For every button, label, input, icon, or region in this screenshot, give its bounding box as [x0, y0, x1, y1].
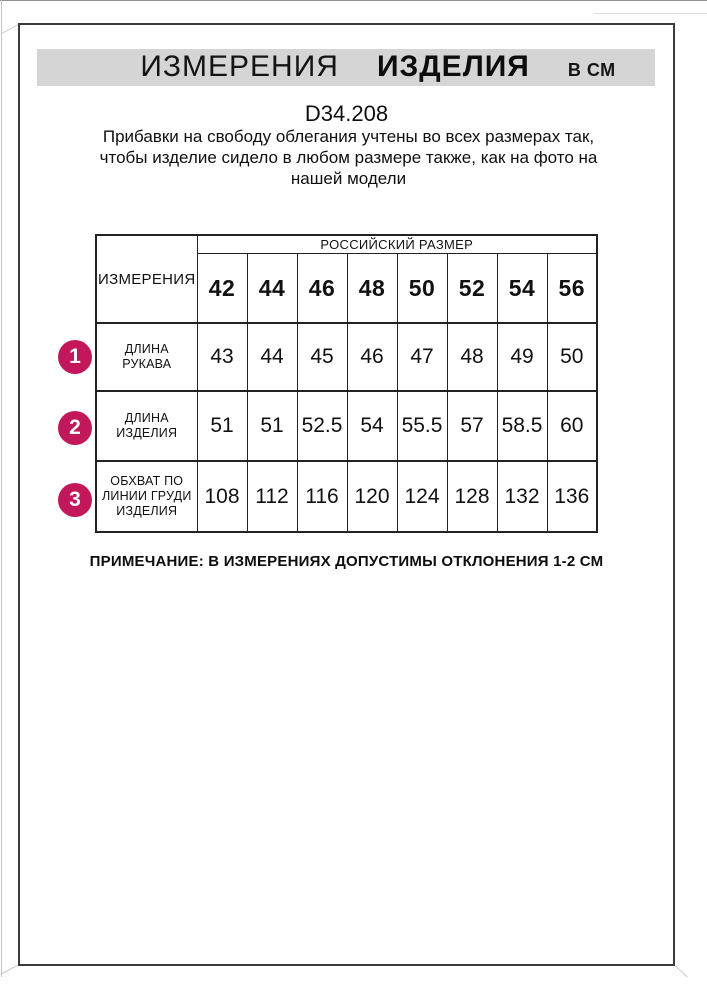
table-cell: 51 [247, 391, 297, 461]
table-row-item-length [96, 391, 597, 461]
table-cell: 55.5 [397, 391, 447, 461]
scan-corner-diagonal-bottom-right [675, 965, 688, 977]
size-column-header: 48 [347, 254, 397, 324]
table-cell: 112 [247, 461, 297, 532]
russian-size-header: РОССИЙСКИЙ РАЗМЕР [197, 235, 597, 254]
page-title-unit: В СМ [567, 60, 616, 80]
table-cell: 124 [397, 461, 447, 532]
table-cell: 52.5 [297, 391, 347, 461]
size-column-header: 44 [247, 254, 297, 324]
scan-edge-top-right [594, 13, 707, 14]
page-title-word-measurements: ИЗМЕРЕНИЯ [140, 50, 339, 83]
size-column-header: 52 [447, 254, 497, 324]
table-cell: 136 [547, 461, 597, 532]
table-row-chest-girth [96, 461, 597, 532]
table-cell: 60 [547, 391, 597, 461]
scan-edge-top [0, 0, 707, 1]
table-cell: 58.5 [497, 391, 547, 461]
table-cell: 49 [497, 323, 547, 391]
table-row-sleeve-length [96, 323, 597, 391]
product-code: D34.208 [304, 101, 389, 126]
table-cell: 57 [447, 391, 497, 461]
measurements-table [95, 234, 598, 533]
table-group-header-row [96, 235, 597, 254]
tolerance-note: ПРИМЕЧАНИЕ: В ИЗМЕРЕНИЯХ ДОПУСТИМЫ ОТКЛОНЕНИЯ 1-2 СМ [89, 553, 604, 570]
measurement-marker-3: 3 [58, 483, 92, 517]
product-description: Прибавки на свободу облегания учтены во всех размерах так, чтобы изделие сидело в любом размере также, как на фото на нашей модели [99, 127, 598, 188]
table-cell: 120 [347, 461, 397, 532]
page-title-word-product: ИЗДЕЛИЯ [376, 50, 530, 83]
row-label: ДЛИНА РУКАВА [96, 323, 197, 391]
measurement-marker-2: 2 [58, 411, 92, 445]
title-bar [37, 49, 655, 86]
size-column-header: 50 [397, 254, 447, 324]
title-text-group [69, 49, 687, 86]
table-cell: 47 [397, 323, 447, 391]
scan-corner-diagonal-bottom-left [2, 965, 18, 974]
size-column-header: 54 [497, 254, 547, 324]
scan-corner-diagonal-top-left [2, 24, 19, 34]
scan-edge-left [1, 0, 2, 977]
table-cell: 51 [197, 391, 247, 461]
table-cell: 48 [447, 323, 497, 391]
row-label: ДЛИНА ИЗДЕЛИЯ [96, 391, 197, 461]
table-cell: 116 [297, 461, 347, 532]
table-cell: 108 [197, 461, 247, 532]
row-label: ОБХВАТ ПО ЛИНИИ ГРУДИ ИЗДЕЛИЯ [96, 461, 197, 532]
table-cell: 54 [347, 391, 397, 461]
table-cell: 50 [547, 323, 597, 391]
table-cell: 44 [247, 323, 297, 391]
size-column-header: 56 [547, 254, 597, 324]
table-cell: 46 [347, 323, 397, 391]
table-cell: 45 [297, 323, 347, 391]
measurement-marker-1: 1 [58, 340, 92, 374]
table-cell: 43 [197, 323, 247, 391]
measurements-corner-label: ИЗМЕРЕНИЯ [96, 235, 197, 323]
size-column-header: 46 [297, 254, 347, 324]
table-cell: 132 [497, 461, 547, 532]
table-cell: 128 [447, 461, 497, 532]
size-column-header: 42 [197, 254, 247, 324]
